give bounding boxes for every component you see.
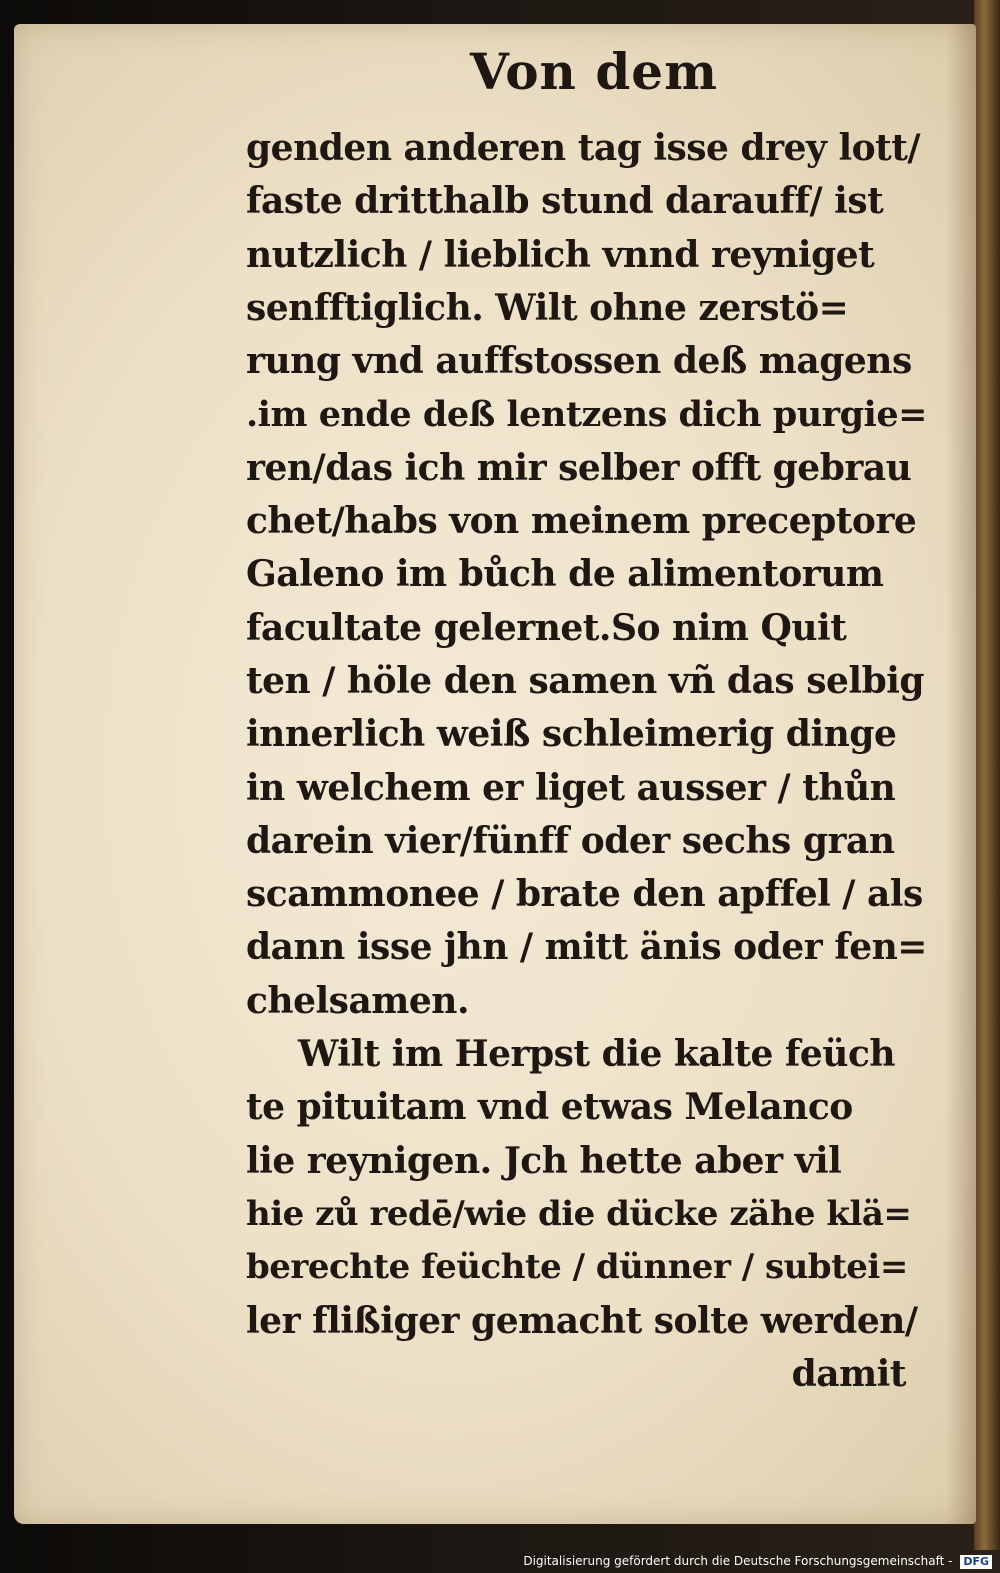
text-line: senfftiglich. Wilt ohne zerstö= xyxy=(246,286,849,329)
text-line: facultate gelernet.So nim Quit xyxy=(246,606,847,649)
text-line: Galeno im bůch de alimentorum xyxy=(246,553,884,596)
text-line: hie zů redē/wie die dücke zähe klä= xyxy=(246,1193,912,1234)
text-line: darein vier/fünff oder sechs gran xyxy=(246,819,895,862)
dfg-logo: DFG xyxy=(960,1555,992,1569)
text-line: scammonee / brate den apffel / als xyxy=(246,873,923,916)
digitization-credit xyxy=(523,1553,992,1569)
text-line: rung vnd auffstossen deß magens xyxy=(246,340,912,383)
text-line: ler flißiger gemacht solte werden/ xyxy=(246,1299,918,1342)
text-line: Wilt im Herpst die kalte feüch xyxy=(298,1033,896,1076)
text-line: ren/das ich mir selber offt gebrau xyxy=(246,446,912,489)
text-line: chet/habs von meinem preceptore xyxy=(246,500,917,543)
text-line: innerlich weiß schleimerig dinge xyxy=(246,713,897,756)
text-line: berechte feüchte / dünner / subtei= xyxy=(246,1247,908,1288)
credit-text: Digitalisierung gefördert durch die Deutsche Forschungsgemeinschaft - xyxy=(523,1554,953,1568)
text-line: dann isse jhn / mitt änis oder fen= xyxy=(246,926,927,969)
text-line: .im ende deß lentzens dich purgie= xyxy=(246,394,927,436)
running-header: Von dem xyxy=(470,42,718,101)
text-line: genden anderen tag isse drey lott/ xyxy=(246,127,921,169)
text-line: chelsamen. xyxy=(246,979,469,1022)
text-line: lie reynigen. Jch hette aber vil xyxy=(246,1139,842,1182)
text-block xyxy=(246,122,926,1401)
text-line: te pituitam vnd etwas Melanco xyxy=(246,1086,853,1129)
text-line: faste dritthalb stund darauff/ ist xyxy=(246,180,884,223)
catchword: damit xyxy=(791,1352,906,1395)
book-spine xyxy=(974,0,1000,1550)
text-line: nutzlich / lieblich vnnd reyniget xyxy=(246,233,875,276)
text-line: in welchem er liget ausser / thůn xyxy=(246,766,896,809)
text-line: ten / höle den samen vñ das selbig xyxy=(246,659,925,702)
